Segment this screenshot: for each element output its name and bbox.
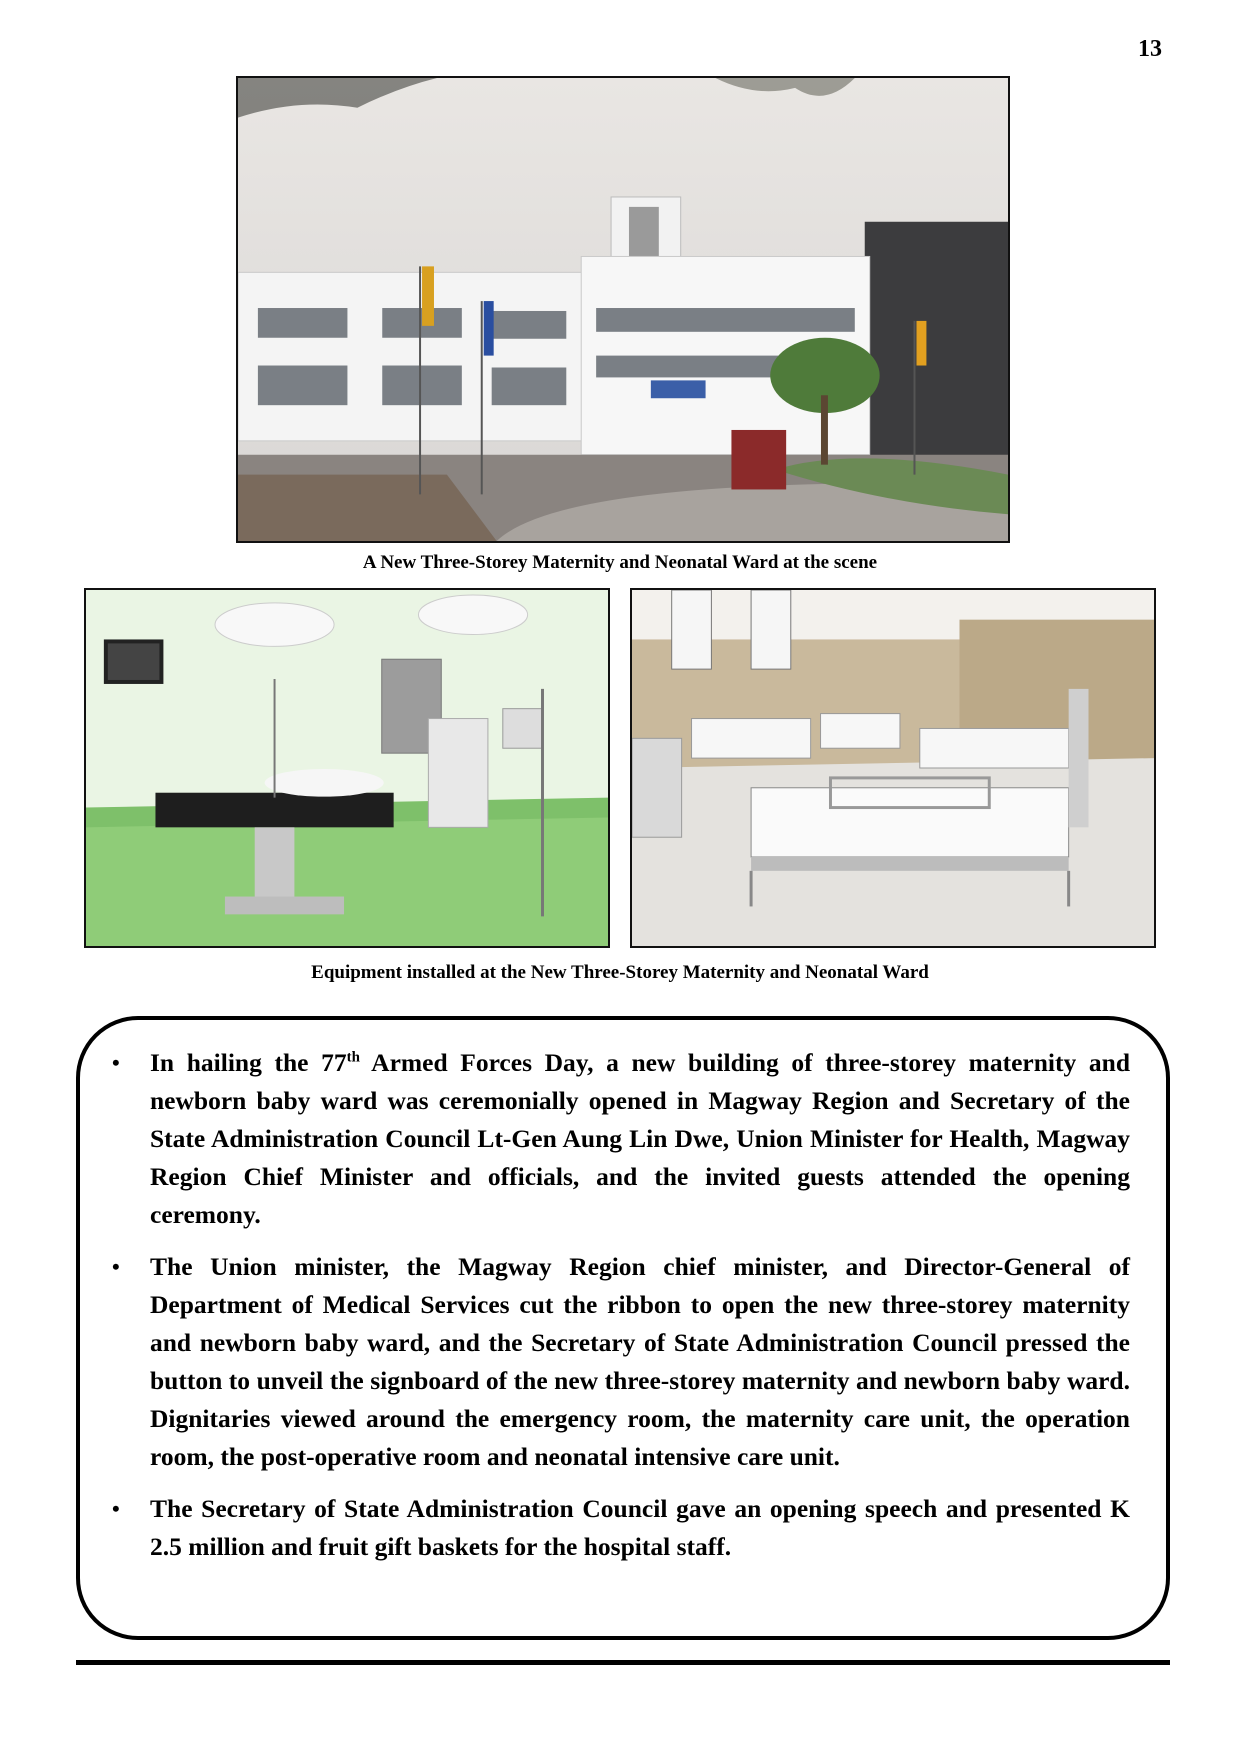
bottom-photos-caption: Equipment installed at the New Three-Storey Maternity and Neonatal Ward: [311, 962, 929, 983]
building-exterior-photo: [236, 76, 1010, 543]
bullet-dot: •: [112, 1496, 120, 1521]
bullet-item: [110, 1044, 1130, 1234]
bullet-1-sup: th: [346, 1049, 360, 1066]
bullet-item: [110, 1248, 1130, 1476]
footer-rule: [76, 1660, 1170, 1665]
bullet-2-text: The Union minister, the Magway Region chief minister, and Director-General of Department of Medical Services cut the ribbon to open the new three-storey maternity and newborn baby ward, and the Secretary of State Administration Council pressed the button to unveil the signboard of the new three-storey maternity and newborn baby ward. Dignitaries viewed around the emergency room, the maternity care unit, the operation room, the post-operative room and neonatal intensive care unit.: [150, 1252, 1130, 1471]
bullet-dot: •: [112, 1254, 120, 1279]
info-box: [76, 1016, 1170, 1640]
bullet-1-post: Armed Forces Day, a new building of three-storey maternity and newborn baby ward was ceremonially opened in Magway Region and Secretary of the State Administration Council Lt-Gen Aung Lin Dwe, Union Minister for Health, Magway Region Chief Minister and officials, and the invited guests attended the opening ceremony.: [150, 1048, 1131, 1229]
bullet-3-text: The Secretary of State Administration Council gave an opening speech and presented K 2.5 million and fruit gift baskets for the hospital staff.: [150, 1494, 1130, 1561]
top-photo-caption: A New Three-Storey Maternity and Neonatal Ward at the scene: [362, 552, 878, 573]
bullet-dot: •: [112, 1050, 120, 1075]
operating-room-photo: [84, 588, 610, 948]
ward-beds-photo: [630, 588, 1156, 948]
bullet-list: [80, 1020, 1166, 1566]
page-number: 13: [1138, 36, 1162, 62]
bullet-item: [110, 1490, 1130, 1566]
bullet-1-pre: In hailing the 77: [150, 1048, 347, 1077]
